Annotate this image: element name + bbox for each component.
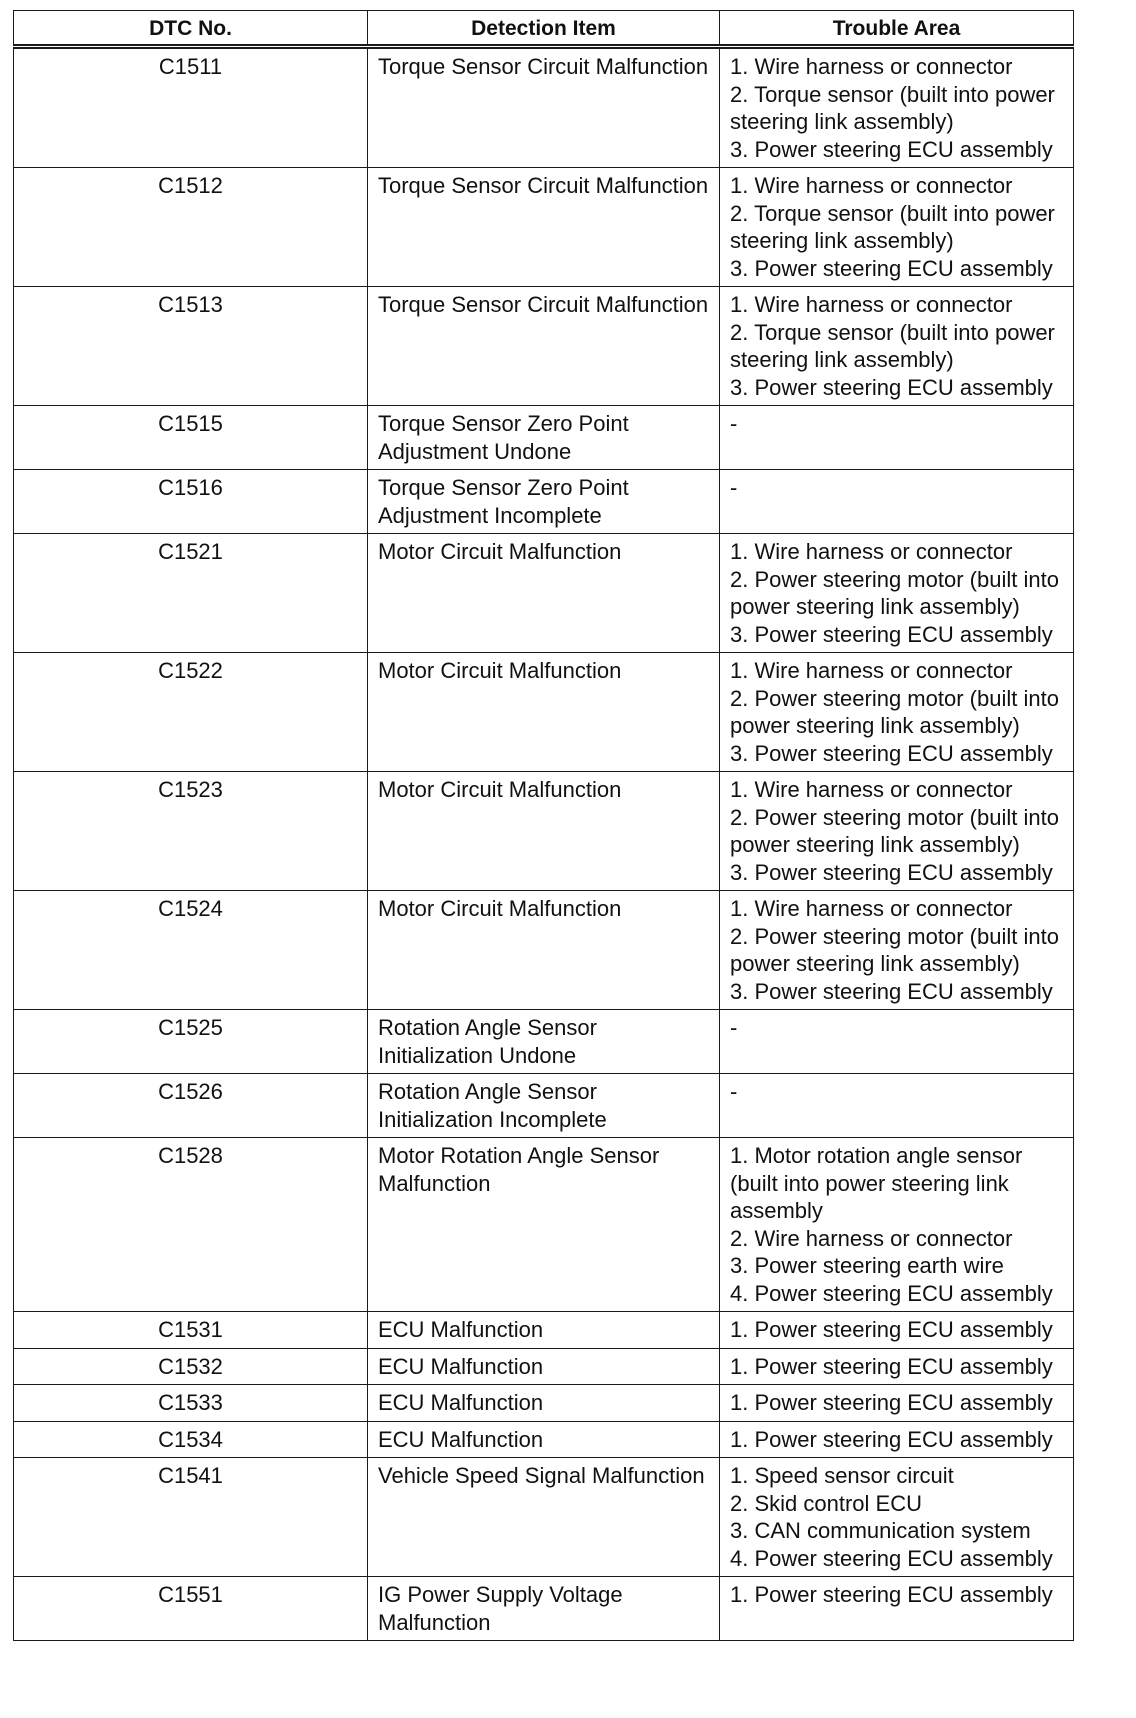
trouble-area-line: 3. Power steering ECU assembly — [730, 621, 1053, 647]
table-row — [14, 534, 1074, 653]
table-row — [14, 1138, 1074, 1312]
table-row — [14, 1577, 1074, 1641]
detection-item-cell — [368, 891, 720, 1010]
detection-item-line: Adjustment Incomplete — [378, 502, 602, 528]
dtc-table — [13, 10, 1074, 1641]
header-trouble-area: Trouble Area — [720, 11, 1074, 47]
trouble-area-line: power steering link assembly) — [730, 832, 1020, 857]
trouble-area-line: 3. Power steering ECU assembly — [730, 255, 1053, 281]
trouble-area-cell — [720, 406, 1074, 470]
detection-item-line: ECU Malfunction — [378, 1426, 544, 1452]
detection-item-cell — [368, 1421, 720, 1458]
dtc-code-cell: C1511 — [14, 47, 368, 168]
trouble-area-line: 2. Power steering motor (built into — [730, 923, 1059, 949]
trouble-area-line: 4. Power steering ECU assembly — [730, 1545, 1053, 1571]
trouble-area-line: 3. Power steering ECU assembly — [730, 978, 1053, 1004]
detection-item-line: Torque Sensor Circuit Malfunction — [378, 292, 709, 317]
detection-item-cell — [368, 1010, 720, 1074]
table-row — [14, 1010, 1074, 1074]
trouble-area-line: 1. Wire harness or connector — [730, 658, 1013, 683]
detection-item-line: Motor Circuit Malfunction — [378, 658, 622, 683]
trouble-area-line: 3. Power steering ECU assembly — [730, 740, 1053, 766]
detection-item-line: Initialization Incomplete — [378, 1106, 607, 1132]
trouble-area-line: - — [730, 1079, 738, 1104]
detection-item-line: IG Power Supply Voltage — [378, 1582, 623, 1607]
dtc-code-cell: C1525 — [14, 1010, 368, 1074]
detection-item-cell — [368, 287, 720, 406]
trouble-area-line: power steering link assembly) — [730, 713, 1020, 738]
dtc-code-cell: C1522 — [14, 653, 368, 772]
trouble-area-line: 1. Wire harness or connector — [730, 292, 1013, 317]
dtc-code-cell: C1515 — [14, 406, 368, 470]
table-row — [14, 287, 1074, 406]
detection-item-cell — [368, 1577, 720, 1641]
table-row — [14, 891, 1074, 1010]
table-row — [14, 1385, 1074, 1422]
trouble-area-line: 2. Power steering motor (built into — [730, 685, 1059, 711]
trouble-area-line: 1. Motor rotation angle sensor — [730, 1143, 1023, 1168]
trouble-area-line: - — [730, 1015, 738, 1040]
detection-item-line: Torque Sensor Circuit Malfunction — [378, 54, 709, 79]
trouble-area-line: power steering link assembly) — [730, 594, 1020, 619]
trouble-area-line: 2. Power steering motor (built into — [730, 804, 1059, 830]
trouble-area-line: (built into power steering link — [730, 1170, 1009, 1196]
detection-item-cell — [368, 470, 720, 534]
dtc-code-cell: C1516 — [14, 470, 368, 534]
trouble-area-line: steering link assembly) — [730, 347, 954, 372]
detection-item-cell — [368, 534, 720, 653]
detection-item-line: Rotation Angle Sensor — [378, 1015, 597, 1040]
dtc-code-cell: C1512 — [14, 168, 368, 287]
trouble-area-line: 3. Power steering ECU assembly — [730, 859, 1053, 885]
dtc-code-cell: C1533 — [14, 1385, 368, 1422]
trouble-area-cell — [720, 891, 1074, 1010]
table-row — [14, 772, 1074, 891]
trouble-area-cell — [720, 1312, 1074, 1349]
detection-item-cell — [368, 168, 720, 287]
table-row — [14, 406, 1074, 470]
trouble-area-cell — [720, 653, 1074, 772]
detection-item-cell — [368, 1348, 720, 1385]
table-row — [14, 47, 1074, 168]
detection-item-line: Motor Circuit Malfunction — [378, 777, 622, 802]
trouble-area-cell — [720, 1385, 1074, 1422]
table-header — [14, 11, 1074, 47]
table-row — [14, 470, 1074, 534]
trouble-area-cell — [720, 1458, 1074, 1577]
detection-item-cell — [368, 1138, 720, 1312]
trouble-area-line: steering link assembly) — [730, 109, 954, 134]
detection-item-line: Malfunction — [378, 1609, 491, 1635]
trouble-area-line: 1. Power steering ECU assembly — [730, 1426, 1053, 1452]
trouble-area-line: 4. Power steering ECU assembly — [730, 1280, 1053, 1306]
dtc-code-cell: C1551 — [14, 1577, 368, 1641]
detection-item-line: Motor Rotation Angle Sensor — [378, 1143, 660, 1168]
detection-item-cell — [368, 1312, 720, 1349]
trouble-area-line: 3. Power steering ECU assembly — [730, 136, 1053, 162]
detection-item-line: Torque Sensor Zero Point — [378, 411, 629, 436]
detection-item-cell — [368, 406, 720, 470]
trouble-area-line: 2. Wire harness or connector — [730, 1225, 1013, 1251]
trouble-area-line: 1. Wire harness or connector — [730, 54, 1013, 79]
detection-item-line: ECU Malfunction — [378, 1353, 544, 1379]
detection-item-line: Adjustment Undone — [378, 438, 572, 464]
detection-item-line: Vehicle Speed Signal Malfunction — [378, 1463, 705, 1488]
dtc-code-cell: C1531 — [14, 1312, 368, 1349]
trouble-area-cell — [720, 1577, 1074, 1641]
trouble-area-cell — [720, 1348, 1074, 1385]
table-body — [14, 47, 1074, 1641]
detection-item-line: Torque Sensor Zero Point — [378, 475, 629, 500]
dtc-code-cell: C1523 — [14, 772, 368, 891]
trouble-area-line: - — [730, 475, 738, 500]
detection-item-cell — [368, 47, 720, 168]
trouble-area-line: steering link assembly) — [730, 228, 954, 253]
trouble-area-cell — [720, 287, 1074, 406]
trouble-area-line: 1. Power steering ECU assembly — [730, 1582, 1053, 1607]
trouble-area-line: 2. Torque sensor (built into power — [730, 81, 1055, 107]
trouble-area-cell — [720, 1010, 1074, 1074]
trouble-area-line: 1. Wire harness or connector — [730, 539, 1013, 564]
table-row — [14, 653, 1074, 772]
dtc-code-cell: C1534 — [14, 1421, 368, 1458]
trouble-area-line: 2. Power steering motor (built into — [730, 566, 1059, 592]
trouble-area-line: assembly — [730, 1198, 823, 1223]
trouble-area-line: 1. Power steering ECU assembly — [730, 1390, 1053, 1415]
trouble-area-line: power steering link assembly) — [730, 951, 1020, 976]
trouble-area-cell — [720, 1421, 1074, 1458]
trouble-area-cell — [720, 534, 1074, 653]
detection-item-line: Motor Circuit Malfunction — [378, 896, 622, 921]
trouble-area-cell — [720, 47, 1074, 168]
detection-item-line: Malfunction — [378, 1170, 491, 1196]
dtc-code-cell: C1541 — [14, 1458, 368, 1577]
trouble-area-line: 1. Speed sensor circuit — [730, 1463, 954, 1488]
header-dtc-no: DTC No. — [14, 11, 368, 47]
trouble-area-line: 1. Wire harness or connector — [730, 173, 1013, 198]
detection-item-cell — [368, 1074, 720, 1138]
dtc-table-container — [13, 10, 1073, 1641]
dtc-code-cell: C1521 — [14, 534, 368, 653]
trouble-area-cell — [720, 1074, 1074, 1138]
header-row — [14, 11, 1074, 47]
detection-item-cell — [368, 653, 720, 772]
trouble-area-line: 3. Power steering earth wire — [730, 1253, 1004, 1278]
table-row — [14, 1312, 1074, 1349]
trouble-area-line: 2. Torque sensor (built into power — [730, 319, 1055, 345]
trouble-area-line: 1. Wire harness or connector — [730, 896, 1013, 921]
table-row — [14, 1421, 1074, 1458]
trouble-area-line: 1. Power steering ECU assembly — [730, 1353, 1053, 1379]
trouble-area-line: 2. Torque sensor (built into power — [730, 200, 1055, 226]
detection-item-line: Initialization Undone — [378, 1042, 577, 1068]
table-row — [14, 1458, 1074, 1577]
trouble-area-cell — [720, 168, 1074, 287]
header-detection-item: Detection Item — [368, 11, 720, 47]
dtc-code-cell: C1513 — [14, 287, 368, 406]
detection-item-line: Motor Circuit Malfunction — [378, 539, 622, 564]
table-row — [14, 1074, 1074, 1138]
trouble-area-line: 2. Skid control ECU — [730, 1490, 922, 1516]
trouble-area-line: 1. Wire harness or connector — [730, 777, 1013, 802]
detection-item-cell — [368, 772, 720, 891]
detection-item-line: ECU Malfunction — [378, 1317, 544, 1342]
trouble-area-line: - — [730, 411, 738, 436]
trouble-area-line: 3. CAN communication system — [730, 1518, 1031, 1543]
detection-item-line: Torque Sensor Circuit Malfunction — [378, 173, 709, 198]
trouble-area-line: 3. Power steering ECU assembly — [730, 374, 1053, 400]
detection-item-cell — [368, 1458, 720, 1577]
table-row — [14, 1348, 1074, 1385]
trouble-area-cell — [720, 772, 1074, 891]
dtc-code-cell: C1532 — [14, 1348, 368, 1385]
dtc-code-cell: C1528 — [14, 1138, 368, 1312]
dtc-code-cell: C1524 — [14, 891, 368, 1010]
dtc-code-cell: C1526 — [14, 1074, 368, 1138]
detection-item-line: ECU Malfunction — [378, 1390, 544, 1415]
trouble-area-cell — [720, 1138, 1074, 1312]
trouble-area-line: 1. Power steering ECU assembly — [730, 1317, 1053, 1342]
table-row — [14, 168, 1074, 287]
detection-item-line: Rotation Angle Sensor — [378, 1079, 597, 1104]
detection-item-cell — [368, 1385, 720, 1422]
trouble-area-cell — [720, 470, 1074, 534]
